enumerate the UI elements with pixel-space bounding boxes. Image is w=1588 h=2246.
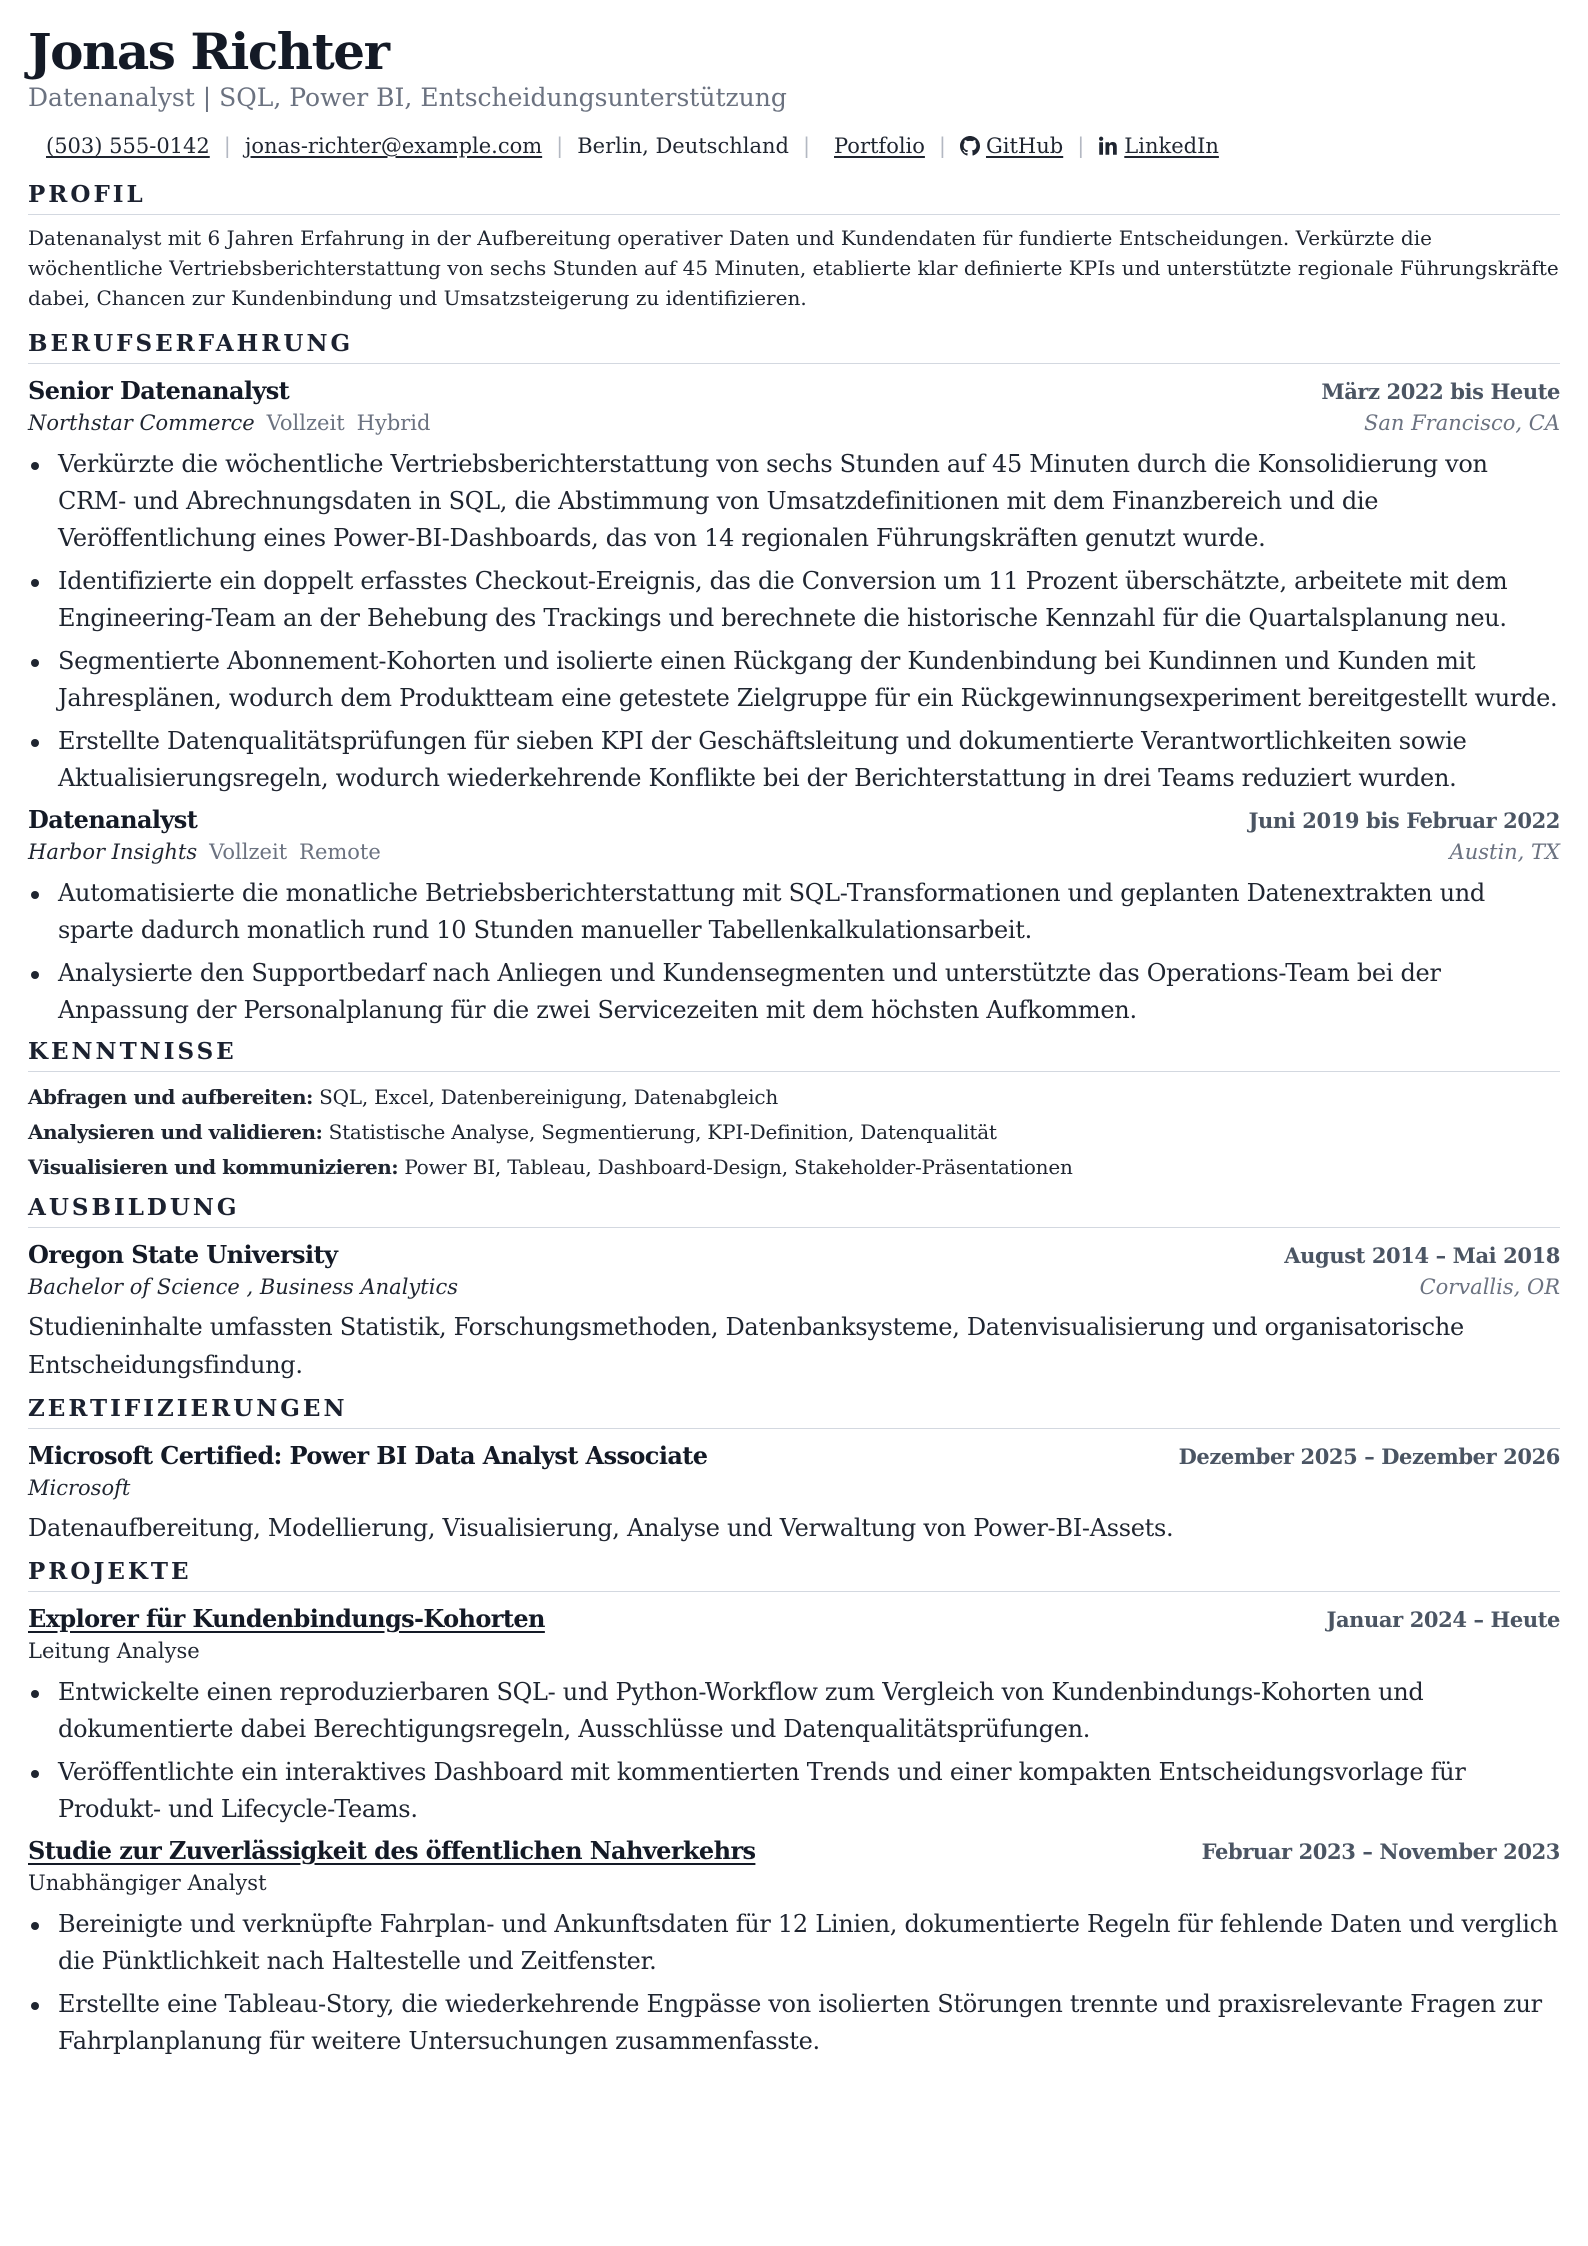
resume-header xyxy=(28,22,1560,114)
experience-entry xyxy=(28,374,1560,797)
linkedin-link[interactable]: LinkedIn xyxy=(1124,134,1219,158)
contact-bar xyxy=(28,132,1560,160)
experience-entry xyxy=(28,803,1560,1029)
work-mode: Hybrid xyxy=(356,411,431,435)
github-link[interactable]: GitHub xyxy=(985,134,1064,158)
contact-separator: | xyxy=(556,134,564,158)
skills-list xyxy=(28,1080,1560,1185)
linkedin-icon xyxy=(1098,136,1118,156)
profile-summary: Datenanalyst mit 6 Jahren Erfahrung in der Aufbereitung operativer Daten und Kundendaten für fundierte Entscheidungen. Verkürzte die wöchentliche Vertriebsberichterstattung von sechs Stunden auf 45 Minuten, etablierte klar definierte KPIs und unterstützte regionale Führungskräfte dabei, Chancen zur Kundenbindung und Umsatzsteigerung zu identifizieren. xyxy=(28,226,1559,310)
skill-label: Visualisieren und kommunizieren: xyxy=(28,1155,399,1179)
github-icon xyxy=(960,136,980,156)
job-date: Juni 2019 bis Februar 2022 xyxy=(1248,808,1560,833)
list-item: Erstellte eine Tableau-Story, die wiederkehrende Engpässe von isolierten Störungen trennte und praxisrelevante Fragen zur Fahrplanplanung für weitere Untersuchungen zusammenfasste. xyxy=(28,1986,1560,2060)
job-date: März 2022 bis Heute xyxy=(1321,379,1560,404)
portfolio-link[interactable]: Portfolio xyxy=(834,134,925,158)
contact-separator: | xyxy=(938,134,946,158)
job-bullets xyxy=(28,875,1560,1029)
project-role: Leitung Analyse xyxy=(28,1639,200,1663)
section-title-education: AUSBILDUNG xyxy=(28,1193,1560,1228)
candidate-headline: Datenanalyst | SQL, Power BI, Entscheidungsunterstützung xyxy=(28,83,787,112)
project-entry xyxy=(28,1834,1560,2060)
certification-title: Microsoft Certified: Power BI Data Analyst Associate xyxy=(28,1441,708,1470)
education-location: Corvallis, OR xyxy=(1419,1275,1560,1299)
contact-separator: | xyxy=(223,134,231,158)
education-entry xyxy=(28,1238,1560,1384)
section-title-experience: BERUFSERFAHRUNG xyxy=(28,329,1560,364)
job-location: Austin, TX xyxy=(1449,840,1560,864)
project-title-link[interactable]: Explorer für Kundenbindungs-Kohorten xyxy=(28,1604,545,1633)
job-location: San Francisco, CA xyxy=(1363,411,1560,435)
location-text: Berlin, Deutschland xyxy=(577,134,789,158)
email-link[interactable]: jonas-richter@example.com xyxy=(244,134,543,158)
project-role: Unabhängiger Analyst xyxy=(28,1871,267,1895)
skill-row xyxy=(28,1150,1560,1185)
project-bullets xyxy=(28,1906,1560,2060)
linkedin-contact[interactable] xyxy=(1098,132,1219,160)
skill-label: Analysieren und validieren: xyxy=(28,1120,323,1144)
education-date: August 2014 – Mai 2018 xyxy=(1284,1243,1560,1268)
phone-link[interactable]: (503) 555-0142 xyxy=(46,134,210,158)
job-title: Senior Datenanalyst xyxy=(28,376,290,405)
skill-row xyxy=(28,1115,1560,1150)
section-title-skills: KENNTNISSE xyxy=(28,1037,1560,1072)
skill-value: Power BI, Tableau, Dashboard-Design, Stakeholder-Präsentationen xyxy=(404,1155,1073,1179)
contact-separator: | xyxy=(802,134,811,158)
github-contact[interactable] xyxy=(960,132,1063,160)
education-description: Studieninhalte umfassten Statistik, Forschungsmethoden, Datenbanksysteme, Datenvisualisierung und organisatorische Entscheidungsfindung. xyxy=(28,1313,1464,1379)
project-entry xyxy=(28,1602,1560,1828)
employment-type: Vollzeit xyxy=(209,840,288,864)
job-title: Datenanalyst xyxy=(28,805,198,834)
list-item: Entwickelte einen reproduzierbaren SQL- und Python-Workflow zum Vergleich von Kundenbindungs-Kohorten und dokumentierte dabei Berechtigungsregeln, Ausschlüsse und Datenqualitätsprüfungen. xyxy=(28,1674,1560,1748)
list-item: Veröffentlichte ein interaktives Dashboard mit kommentierten Trends und einer kompakten Entscheidungsvorlage für Produkt- und Lifecycle-Teams. xyxy=(28,1754,1560,1828)
list-item: Bereinigte und verknüpfte Fahrplan- und Ankunftsdaten für 12 Linien, dokumentierte Regeln für fehlende Daten und verglich die Pünktlichkeit nach Haltestelle und Zeitfenster. xyxy=(28,1906,1560,1980)
project-title-link[interactable]: Studie zur Zuverlässigkeit des öffentlichen Nahverkehrs xyxy=(28,1836,756,1865)
section-title-certifications: ZERTIFIZIERUNGEN xyxy=(28,1394,1560,1429)
skill-label: Abfragen und aufbereiten: xyxy=(28,1085,313,1109)
list-item: Analysierte den Supportbedarf nach Anliegen und Kundensegmenten und unterstützte das Operations-Team bei der Anpassung der Personalplanung für die zwei Servicezeiten mit dem höchsten Aufkommen. xyxy=(28,955,1560,1029)
section-title-profile: PROFIL xyxy=(28,180,1560,215)
list-item: Segmentierte Abonnement-Kohorten und isolierte einen Rückgang der Kundenbindung bei Kundinnen und Kunden mit Jahresplänen, wodurch dem Produktteam eine getestete Zielgruppe für ein Rückgewinnungsexperiment bereitgestellt wurde. xyxy=(28,643,1560,717)
candidate-name: Jonas Richter xyxy=(28,22,389,81)
project-bullets xyxy=(28,1674,1560,1828)
degree: Bachelor of Science , Business Analytics xyxy=(28,1275,458,1299)
certification-issuer: Microsoft xyxy=(28,1476,131,1500)
contact-separator: | xyxy=(1077,134,1085,158)
list-item: Identifizierte ein doppelt erfasstes Checkout-Ereignis, das die Conversion um 11 Prozent überschätzte, arbeitete mit dem Engineering-Team an der Behebung des Trackings und berechnete die historische Kennzahl für die Quartalsplanung neu. xyxy=(28,563,1560,637)
list-item: Automatisierte die monatliche Betriebsberichterstattung mit SQL-Transformationen und geplanten Datenextrakten und sparte dadurch monatlich rund 10 Stunden manueller Tabellenkalkulationsarbeit. xyxy=(28,875,1560,949)
list-item: Erstellte Datenqualitätsprüfungen für sieben KPI der Geschäftsleitung und dokumentierte Verantwortlichkeiten sowie Aktualisierungsregeln, wodurch wiederkehrende Konflikte bei der Berichterstattung in drei Teams reduziert wurden. xyxy=(28,723,1560,797)
certification-entry xyxy=(28,1439,1560,1547)
work-mode: Remote xyxy=(299,840,381,864)
job-bullets xyxy=(28,446,1560,797)
company-name: Harbor Insights xyxy=(28,840,198,864)
skill-value: SQL, Excel, Datenbereinigung, Datenabgleich xyxy=(319,1085,779,1109)
certification-date: Dezember 2025 – Dezember 2026 xyxy=(1178,1444,1560,1469)
project-date: Februar 2023 – November 2023 xyxy=(1201,1839,1560,1864)
skill-value: Statistische Analyse, Segmentierung, KPI-Definition, Datenqualität xyxy=(328,1120,997,1144)
section-title-projects: PROJEKTE xyxy=(28,1557,1560,1592)
project-date: Januar 2024 – Heute xyxy=(1326,1607,1560,1632)
employment-type: Vollzeit xyxy=(266,411,345,435)
company-name: Northstar Commerce xyxy=(28,411,255,435)
certification-description: Datenaufbereitung, Modellierung, Visualisierung, Analyse und Verwaltung von Power-BI-Assets. xyxy=(28,1514,1174,1542)
school-name: Oregon State University xyxy=(28,1240,338,1269)
list-item: Verkürzte die wöchentliche Vertriebsberichterstattung von sechs Stunden auf 45 Minuten durch die Konsolidierung von CRM- und Abrechnungsdaten in SQL, die Abstimmung von Umsatzdefinitionen mit dem Finanzbereich und die Veröffentlichung eines Power-BI-Dashboards, das von 14 regionalen Führungskräften genutzt wurde. xyxy=(28,446,1560,557)
skill-row xyxy=(28,1080,1560,1115)
